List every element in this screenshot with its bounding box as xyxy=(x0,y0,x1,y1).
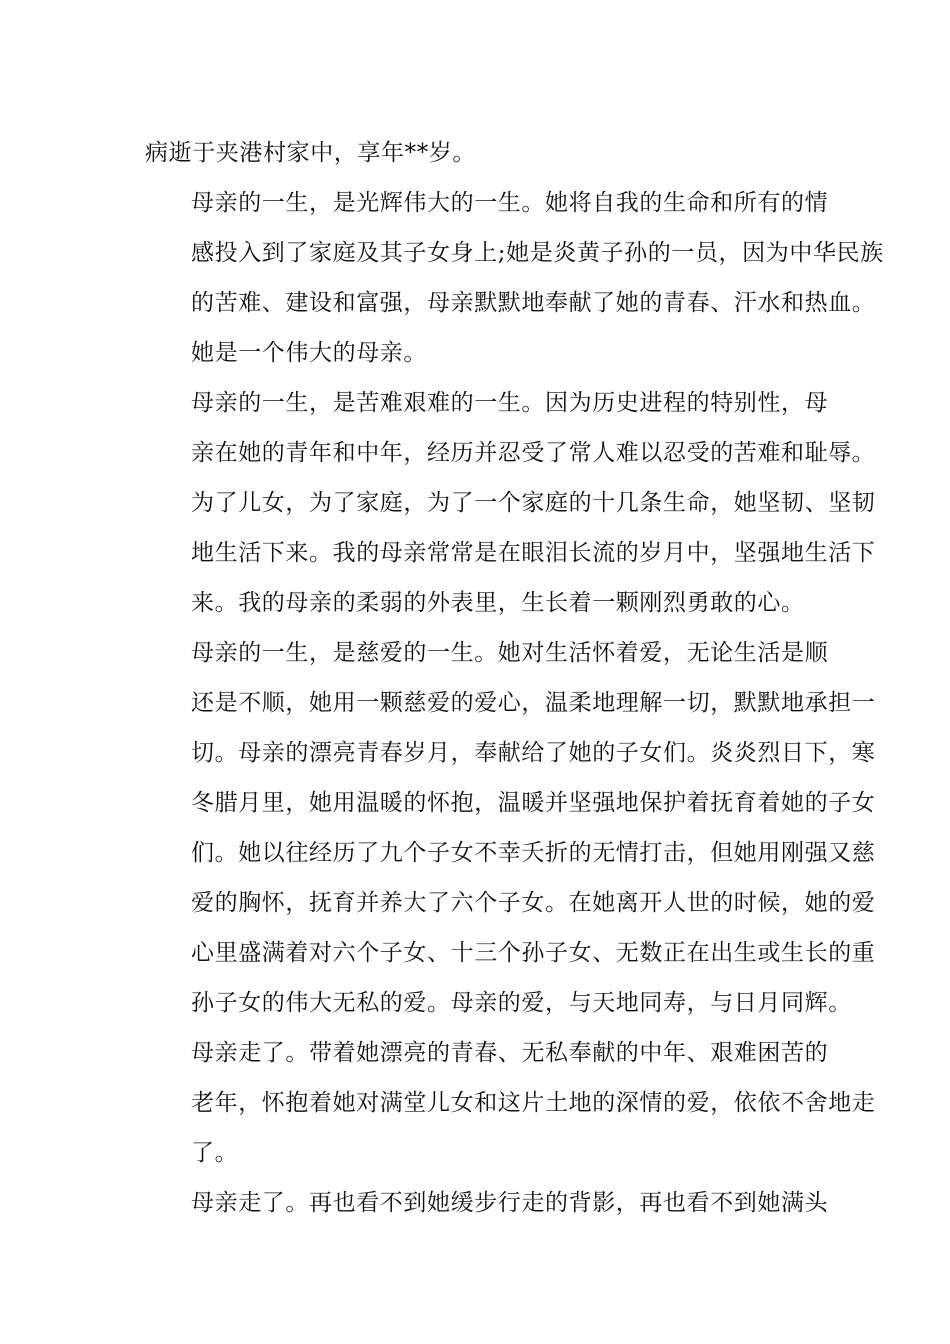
text-line: 孙子女的伟大无私的爱。母亲的爱，与天地同寿，与日月同辉。 xyxy=(191,990,852,1016)
text-line: 母亲的一生，是慈爱的一生。她对生活怀着爱，无论生活是顺 xyxy=(191,640,829,666)
paragraph-5 xyxy=(145,1028,876,1178)
text-line: 母亲走了。再也看不到她缓步行走的背影，再也看不到她满头 xyxy=(191,1190,829,1216)
text-line: 来。我的母亲的柔弱的外表里，生长着一颗刚烈勇敢的心。 xyxy=(191,590,805,616)
text-line: 冬腊月里，她用温暖的怀抱，温暖并坚强地保护着抚育着她的子女 xyxy=(191,790,876,816)
text-line: 为了儿女，为了家庭，为了一个家庭的十几条生命，她坚韧、坚韧 xyxy=(191,490,876,516)
text-line: 她是一个伟大的母亲。 xyxy=(191,340,427,366)
text-line: 感投入到了家庭及其子女身上;她是炎黄子孙的一员，因为中华民族 xyxy=(191,240,884,266)
text-line: 母亲走了。带着她漂亮的青春、无私奉献的中年、艰难困苦的 xyxy=(191,1040,829,1066)
text-line: 地生活下来。我的母亲常常是在眼泪长流的岁月中，坚强地生活下 xyxy=(191,540,876,566)
text-line: 了。 xyxy=(191,1140,239,1166)
text-line: 心里盛满着对六个子女、十三个孙子女、无数正在出生或生长的重 xyxy=(191,940,876,966)
text-line: 爱的胸怀，抚育并养大了六个子女。在她离开人世的时候，她的爱 xyxy=(191,890,876,916)
text-line: 还是不顺，她用一颗慈爱的爱心，温柔地理解一切，默默地承担一 xyxy=(191,690,876,716)
text-line: 亲在她的青年和中年，经历并忍受了常人难以忍受的苦难和耻辱。 xyxy=(191,440,876,466)
text-line: 母亲的一生，是苦难艰难的一生。因为历史进程的特别性，母 xyxy=(191,390,829,416)
text-line: 的苦难、建设和富强，母亲默默地奉献了她的青春、汗水和热血。 xyxy=(191,290,876,316)
text-line: 病逝于夹港村家中，享年**岁。 xyxy=(145,140,476,166)
text-line: 切。母亲的漂亮青春岁月，奉献给了她的子女们。炎炎烈日下，寒 xyxy=(191,740,876,766)
document-page xyxy=(145,128,884,1228)
paragraph-3 xyxy=(145,378,876,628)
paragraph-4 xyxy=(145,628,876,1028)
paragraph-2 xyxy=(145,178,884,378)
text-line: 老年，怀抱着她对满堂儿女和这片土地的深情的爱，依依不舍地走 xyxy=(191,1090,876,1116)
text-line: 们。她以往经历了九个子女不幸夭折的无情打击，但她用刚强又慈 xyxy=(191,840,876,866)
paragraph-1 xyxy=(145,128,809,178)
text-line: 母亲的一生，是光辉伟大的一生。她将自我的生命和所有的情 xyxy=(191,190,829,216)
paragraph-6 xyxy=(145,1178,829,1228)
